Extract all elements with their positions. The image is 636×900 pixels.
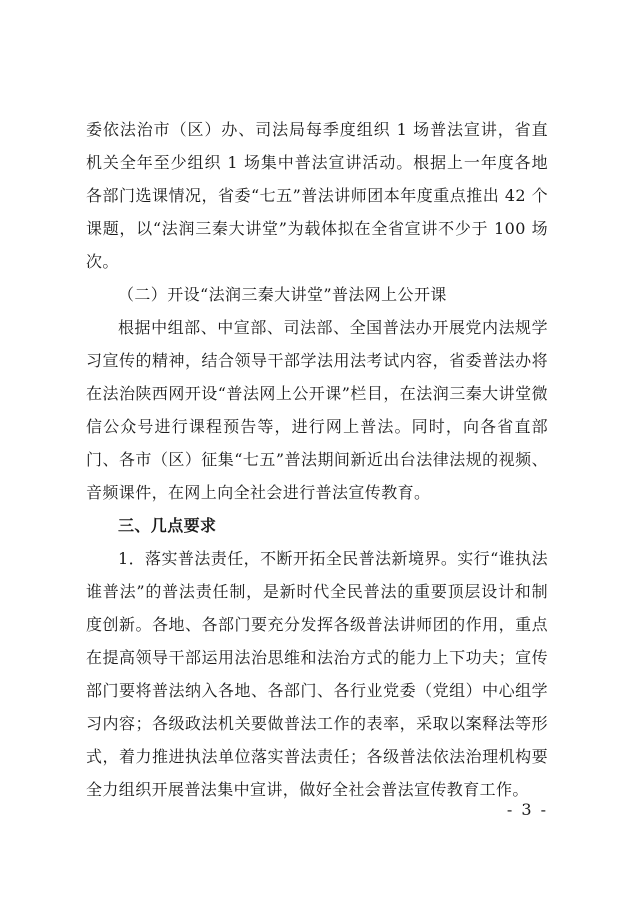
page-number: - 3 - xyxy=(506,800,548,819)
paragraph-online-course: 根据中组部、中宣部、司法部、全国普法办开展党内法规学习宣传的精神，结合领导干部学法用法考试内容，省委普法办将在法治陕西网开设“普法网上公开课”栏目，在法润三秦大讲堂微信公众号进行课程预告等，进行网上普法。同时，向各省直部门、各市（区）征集“七五”普法期间新近出台法律法规的视频、音频课件，在网上向全社会进行普法宣传教育。 xyxy=(86,318,548,502)
document-body xyxy=(86,113,548,806)
section-heading-requirements: 三、几点要求 xyxy=(118,516,217,535)
paragraph-continuation: 委依法治市（区）办、司法局每季度组织 1 场普法宣讲，省直机关全年至少组织 1 场集中普法宣讲活动。根据上一年度各地各部门选课情况，省委“七五”普法讲师团本年度重点推出 42 个课题，以“法润三秦大讲堂”为载体拟在全省宣讲不少于 100 场次。 xyxy=(86,120,548,271)
section-heading-2: （二）开设“法润三秦大讲堂”普法网上公开课 xyxy=(118,285,447,304)
paragraph-requirement-1: 1．落实普法责任，不断开拓全民普法新境界。实行“谁执法谁普法”的普法责任制，是新时代全民普法的重要顶层设计和制度创新。各地、各部门要充分发挥各级普法讲师团的作用，重点在提高领导干部运用法治思维和法治方式的能力上下功夫；宣传部门要将普法纳入各地、各部门、各行业党委（党组）中心组学习内容；各级政法机关要做普法工作的表率，采取以案释法等形式，着力推进执法单位落实普法责任；各级普法依法治理机构要全力组织开展普法集中宣讲，做好全社会普法宣传教育工作。 xyxy=(86,549,548,799)
